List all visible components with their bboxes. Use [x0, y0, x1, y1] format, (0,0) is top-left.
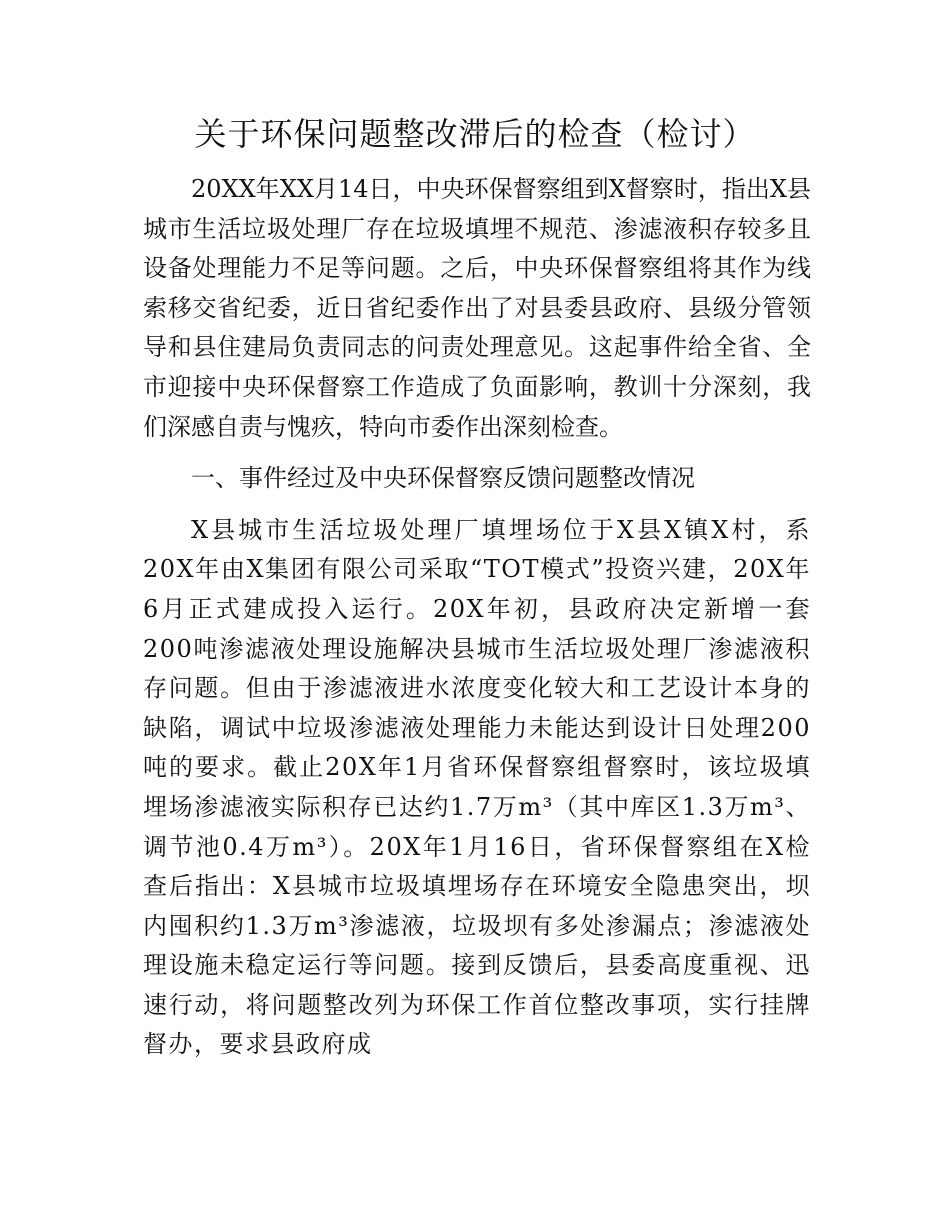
paragraph-event-details: X县城市生活垃圾处理厂填埋场位于X县X镇X村，系20X年由X集团有限公司采取“TOT模式”投资兴建，20X年6月正式建成投入运行。20X年初，县政府决定新增一套200吨渗滤液处理设施解决县城市生活垃圾处理厂渗滤液积存问题。但由于渗滤液进水浓度变化较大和工艺设计本身的缺陷，调试中垃圾渗滤液处理能力未能达到设计日处理200吨的要求。截止20X年1月省环保督察组督察时，该垃圾填埋场渗滤液实际积存已达约1.7万m³（其中库区1.3万m³、调节池0.4万m³）。20X年1月16日，省环保督察组在X检查后指出：X县城市垃圾填埋场存在环境安全隐患突出，坝内囤积约1.3万m³渗滤液，垃圾坝有多处渗漏点；渗滤液处理设施未稳定运行等问题。接到反馈后，县委高度重视、迅速行动，将问题整改列为环保工作首位整改事项，实行挂牌督办，要求县政府成 [143, 515, 811, 1059]
document-body [143, 170, 811, 1065]
document-title: 关于环保问题整改滞后的检查（检讨） [194, 115, 756, 153]
paragraph-intro: 20XX年XX月14日，中央环保督察组到X督察时，指出X县城市生活垃圾处理厂存在垃圾填埋不规范、渗滤液积存较多且设备处理能力不足等问题。之后，中央环保督察组将其作为线索移交省纪委，近日省纪委作出了对县委县政府、县级分管领导和县住建局负责同志的问责处理意见。这起事件给全省、全市迎接中央环保督察工作造成了负面影响，教训十分深刻，我们深感自责与愧疚，特向市委作出深刻检查。 [143, 175, 811, 441]
section-heading-1: 一、事件经过及中央环保督察反馈问题整改情况 [191, 464, 695, 493]
